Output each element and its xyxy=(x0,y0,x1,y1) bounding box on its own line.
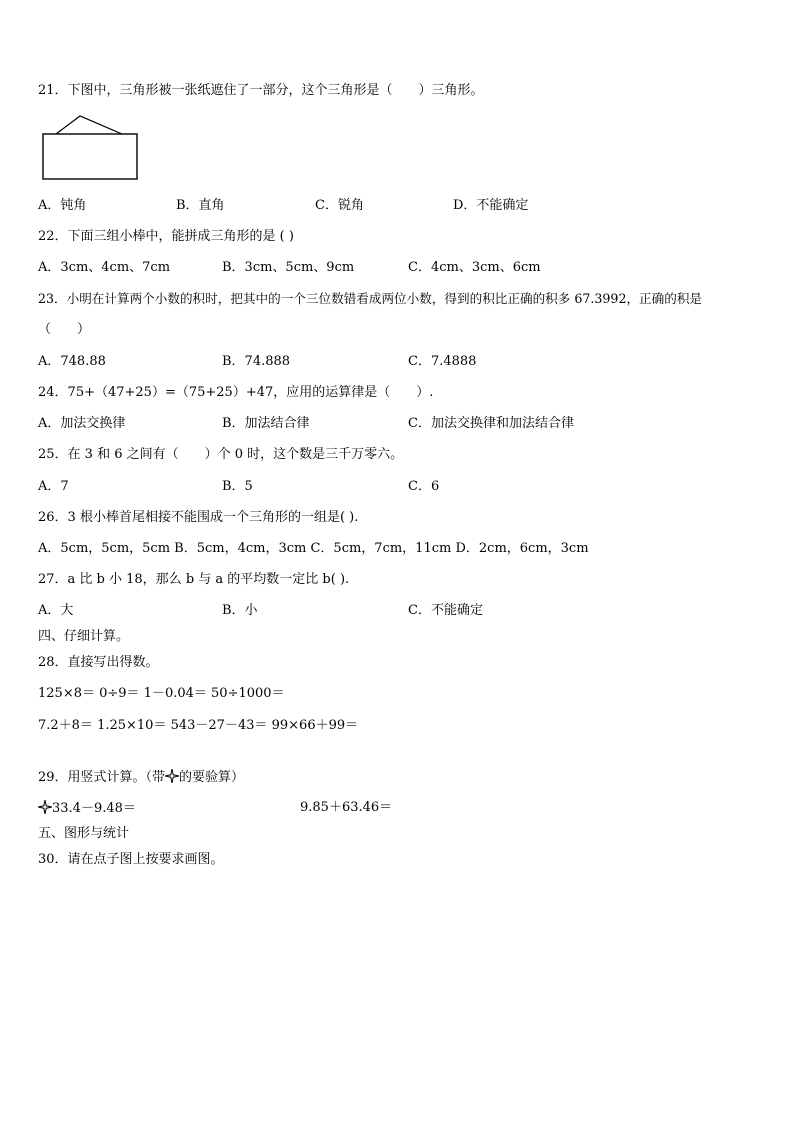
q27-option-b: B．小 xyxy=(222,603,258,618)
q21-option-c: C．锐角 xyxy=(315,198,364,213)
star-icon xyxy=(38,800,52,819)
q21-option-d: D．不能确定 xyxy=(453,198,529,213)
question-27-stem: 27．a 比 b 小 18，那么 b 与 a 的平均数一定比 b( ). xyxy=(38,572,350,587)
q25-option-a: A．7 xyxy=(38,479,69,494)
q24-option-c: C．加法交换律和加法结合律 xyxy=(408,416,574,431)
question-23-stem: 23．小明在计算两个小数的积时，把其中的一个三位数错看成两位小数，得到的积比正确的积多 67.3992，正确的积是 xyxy=(38,291,703,306)
q21-option-a: A．钝角 xyxy=(38,198,87,213)
q25-option-c: C．6 xyxy=(408,479,440,494)
q22-option-c: C．4cm、3cm、6cm xyxy=(408,260,541,275)
question-26-stem: 26．3 根小棒首尾相接不能围成一个三角形的一组是( ). xyxy=(38,510,359,525)
q27-option-c: C．不能确定 xyxy=(408,603,483,618)
question-21-stem: 21．下图中，三角形被一张纸遮住了一部分，这个三角形是（ ）三角形。 xyxy=(38,83,484,98)
q23-option-a: A．748.88 xyxy=(38,354,106,369)
question-30-stem: 30．请在点子图上按要求画图。 xyxy=(38,852,224,867)
q29-item-2: 9.85＋63.46＝ xyxy=(300,800,393,815)
q25-option-b: B．5 xyxy=(222,479,253,494)
q28-row-1: 125×8＝ 0÷9＝ 1－0.04＝ 50÷1000＝ xyxy=(38,686,285,701)
q29-stem-text-b: 的要验算） xyxy=(179,770,245,785)
q21-option-b: B．直角 xyxy=(176,198,225,213)
q24-option-b: B．加法结合律 xyxy=(222,416,310,431)
question-28-stem: 28．直接写出得数。 xyxy=(38,655,159,670)
covered-triangle-figure xyxy=(42,112,142,184)
q26-options: A．5cm，5cm，5cm B．5cm，4cm，3cm C．5cm，7cm，11cm D．2cm，6cm，3cm xyxy=(38,541,589,556)
question-24-stem: 24．75+（47+25）=（75+25）+47，应用的运算律是（ ）. xyxy=(38,385,434,400)
q29-item-1 xyxy=(38,800,136,819)
star-icon xyxy=(165,769,179,788)
q22-option-b: B．3cm、5cm、9cm xyxy=(222,260,355,275)
q22-option-a: A．3cm、4cm、7cm xyxy=(38,260,171,275)
q23-option-c: C．7.4888 xyxy=(408,354,477,369)
q29-item-1-text: 33.4－9.48＝ xyxy=(52,801,136,816)
question-29-stem xyxy=(38,769,244,788)
q27-option-a: A．大 xyxy=(38,603,74,618)
q28-row-2: 7.2＋8＝ 1.25×10＝ 543－27－43＝ 99×66＋99＝ xyxy=(38,718,359,733)
q24-option-a: A．加法交换律 xyxy=(38,416,126,431)
q29-stem-text-a: 29．用竖式计算。（带 xyxy=(38,770,166,785)
question-25-stem: 25．在 3 和 6 之间有（ ）个 0 时，这个数是三千万零六。 xyxy=(38,447,404,462)
question-23-blank: （ ） xyxy=(38,322,91,337)
question-22-stem: 22．下面三组小棒中，能拼成三角形的是 ( ) xyxy=(38,229,294,244)
section-5-heading: 五、图形与统计 xyxy=(38,826,130,841)
section-4-heading: 四、仔细计算。 xyxy=(38,629,130,644)
q23-option-b: B．74.888 xyxy=(222,354,291,369)
